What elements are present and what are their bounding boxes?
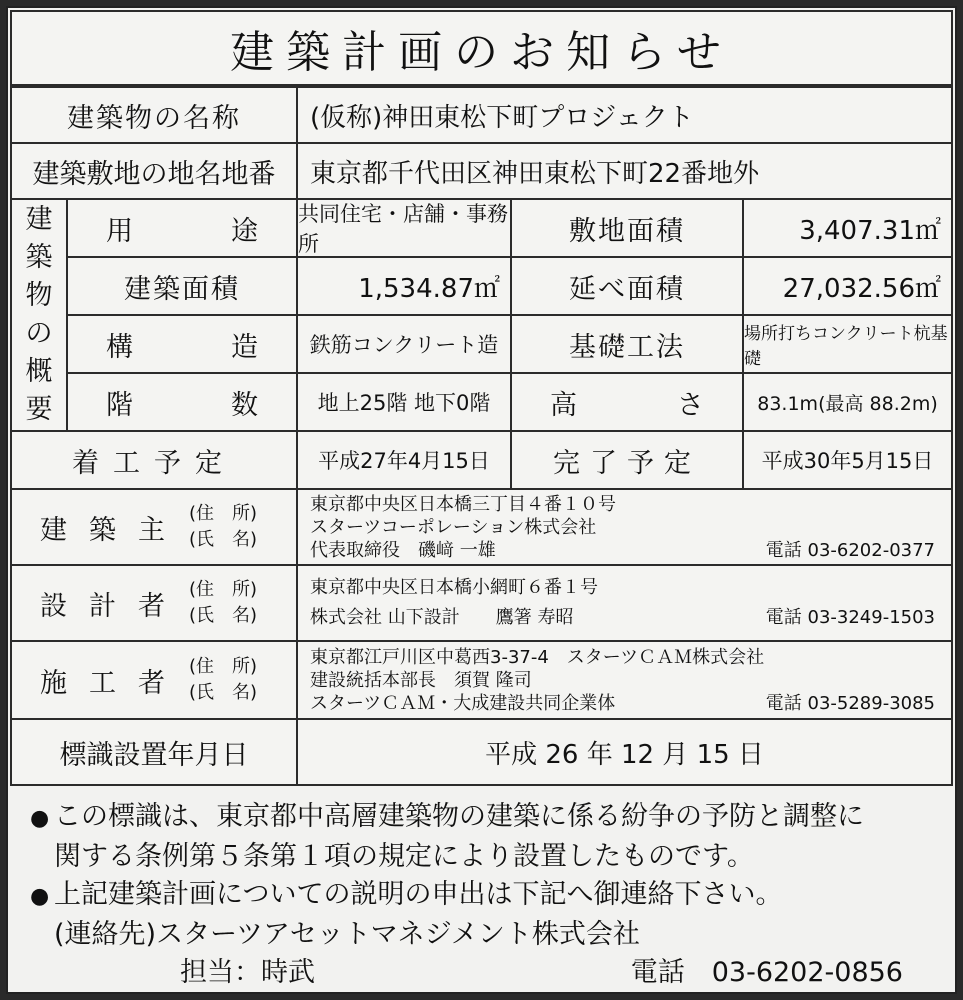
owner-info <box>296 488 953 566</box>
notice-title: 建築計画のお知らせ <box>10 10 953 86</box>
building-area-value: 1,534.87㎡ <box>296 256 512 316</box>
foundation-value: 場所打ちコンクリート杭基礎 <box>742 314 953 374</box>
contractor-phone: 電話 03-5289-3085 <box>765 692 935 714</box>
floors-label-a: 階 <box>106 389 133 421</box>
completion-label: 完了予定 <box>510 430 744 490</box>
overview-side-label <box>10 198 68 432</box>
note-line-1: この標識は、東京都中高層建築物の建築に係る紛争の予防と調整に <box>54 801 864 832</box>
contractor-info <box>296 640 953 720</box>
site-area-label: 敷地面積 <box>510 198 744 258</box>
overview-char: 物 <box>25 280 53 311</box>
owner-label <box>40 501 257 553</box>
owner-phone: 電話 03-6202-0377 <box>765 539 935 561</box>
notice-board <box>6 6 957 994</box>
total-floor-area-label: 延べ面積 <box>510 256 744 316</box>
notes-section <box>10 786 953 990</box>
structure-value: 鉄筋コンクリート造 <box>296 314 512 374</box>
structure-label-b: 造 <box>231 331 258 363</box>
contractor-label-text: 施工者 <box>40 667 187 699</box>
building-name-value: (仮称)神田東松下町プロジェクト <box>296 86 953 144</box>
building-name-label: 建築物の名称 <box>10 86 298 144</box>
owner-sub-label: (住 所) (氏 名) <box>189 503 258 550</box>
use-label-a: 用 <box>106 215 133 247</box>
designer-info <box>296 564 953 642</box>
use-label <box>66 198 298 258</box>
height-label <box>510 372 744 432</box>
owner-person: 代表取締役 磯﨑 一雄 <box>310 539 496 561</box>
note-1 <box>30 798 939 838</box>
contractor-address: 東京都江戸川区中葛西3-37-4 スターツＣＡＭ株式会社 <box>310 646 765 668</box>
designer-sub-label: (住 所) (氏 名) <box>189 579 258 626</box>
note-line-2: 関する条例第５条第１項の規定により設置したものです。 <box>54 841 754 872</box>
contractor-company: スターツＣＡＭ・大成建設共同企業体 <box>310 692 616 714</box>
overview-char: 概 <box>25 356 53 387</box>
designer-address: 東京都中央区日本橋小網町６番１号 <box>310 577 598 598</box>
building-area-label: 建築面積 <box>66 256 298 316</box>
site-address-label: 建築敷地の地名地番 <box>10 142 298 200</box>
start-value: 平成27年4月15日 <box>296 430 512 490</box>
floors-value: 地上25階 地下0階 <box>296 372 512 432</box>
designer-label <box>40 577 257 629</box>
contractor-sub-label: (住 所) (氏 名) <box>189 656 258 703</box>
use-label-b: 途 <box>231 215 258 247</box>
contractor-label <box>40 654 257 706</box>
sign-date-label: 標識設置年月日 <box>10 718 298 786</box>
contractor-label-cell <box>10 640 298 720</box>
contractor-person: 建設統括本部長 須賀 隆司 <box>310 669 532 691</box>
designer-label-cell <box>10 564 298 642</box>
designer-phone: 電話 03-3249-1503 <box>765 607 935 628</box>
structure-label-a: 構 <box>106 331 133 363</box>
contact-person: 担当：時武 <box>180 957 315 988</box>
total-floor-area-value: 27,032.56㎡ <box>742 256 953 316</box>
overview-char: 築 <box>25 242 53 273</box>
owner-label-text: 建築主 <box>40 514 187 546</box>
site-area-value: 3,407.31㎡ <box>742 198 953 258</box>
note-line-3: 上記建築計画についての説明の申出は下記へ御連絡下さい。 <box>54 879 783 910</box>
owner-company: スターツコーポレーション株式会社 <box>310 516 597 538</box>
sign-date-value: 平成 26 年 12 月 15 日 <box>296 718 953 786</box>
contact-phone: 電話 03-6202-0856 <box>630 957 903 988</box>
contact-company: (連絡先)スターツアセットマネジメント株式会社 <box>54 919 640 950</box>
use-value: 共同住宅・店舗・事務所 <box>296 198 512 258</box>
floors-label <box>66 372 298 432</box>
owner-label-cell <box>10 488 298 566</box>
foundation-label: 基礎工法 <box>510 314 744 374</box>
height-label-b: さ <box>677 389 704 421</box>
floors-label-b: 数 <box>231 389 258 421</box>
owner-address: 東京都中央区日本橋三丁目４番１０号 <box>310 493 616 515</box>
designer-person: 株式会社 山下設計 鷹箸 寿昭 <box>310 607 574 628</box>
structure-label <box>66 314 298 374</box>
overview-char: の <box>25 318 53 349</box>
bullet-icon: ● <box>30 884 50 909</box>
note-2 <box>30 876 939 916</box>
overview-char: 建 <box>25 204 53 235</box>
height-label-a: 高 <box>550 389 577 421</box>
site-address-value: 東京都千代田区神田東松下町22番地外 <box>296 142 953 200</box>
completion-value: 平成30年5月15日 <box>742 430 953 490</box>
height-value: 83.1m(最高 88.2m) <box>742 372 953 432</box>
designer-label-text: 設計者 <box>40 590 187 622</box>
bullet-icon: ● <box>30 806 50 831</box>
contact-row <box>30 954 939 992</box>
overview-char: 要 <box>25 394 53 425</box>
start-label: 着工予定 <box>10 430 298 490</box>
